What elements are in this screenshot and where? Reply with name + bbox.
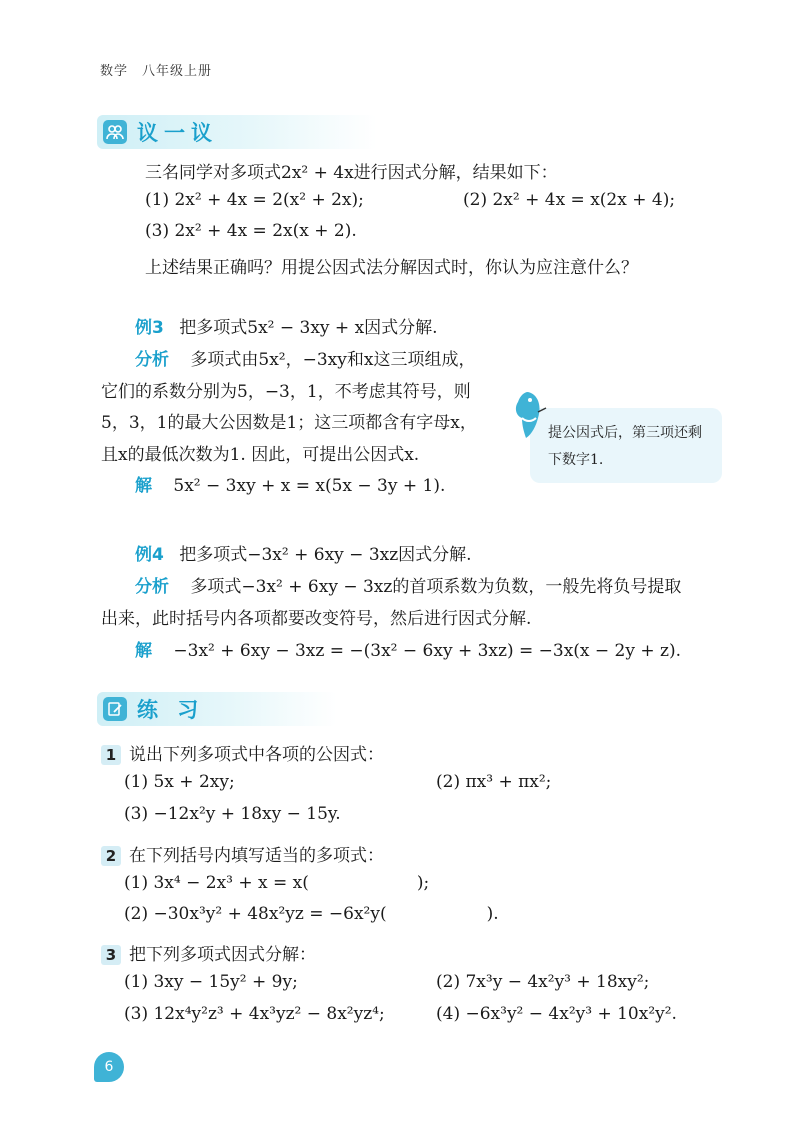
q3-text: 把下列多项式因式分解： <box>129 945 316 965</box>
example3-analysis-3: 5，3，1的最大公因数是1；这三项都含有字母x， <box>101 413 477 433</box>
practice-title: 练 习 <box>137 698 205 722</box>
example3-analysis-4: 且x的最低次数为1. 因此，可提出公因式x. <box>101 445 420 465</box>
tip-text: 提公因式后，第三项还剩下数字1. <box>548 425 702 468</box>
discuss-intro: 三名同学对多项式2x² + 4x进行因式分解，结果如下： <box>145 163 558 183</box>
q3-b: (2) 7x³y − 4x²y³ + 18xy²; <box>436 972 650 992</box>
q2-a-end: ); <box>416 873 430 893</box>
example4-label: 例4 <box>135 545 164 565</box>
q2-number: 2 <box>101 846 121 866</box>
discuss-banner <box>97 115 377 149</box>
example3-analysis-1: 多项式由5x²，−3xy和x这三项组成， <box>190 350 476 370</box>
example3-solution: 5x² − 3xy + x = x(5x − 3y + 1). <box>173 476 446 496</box>
practice-banner <box>97 692 337 726</box>
discuss-item-3: (3) 2x² + 4x = 2x(x + 2). <box>145 221 357 241</box>
q3-c: (3) 12x⁴y²z³ + 4x³yz² − 8x²yz⁴; <box>124 1004 385 1024</box>
example4-solution-line <box>135 636 681 661</box>
q1-b: (2) πx³ + πx²; <box>436 772 552 792</box>
q2-a-text: (1) 3x⁴ − 2x³ + x = x( <box>124 873 309 893</box>
discuss-question: 上述结果正确吗？用提公因式法分解因式时，你认为应注意什么？ <box>145 258 638 278</box>
discuss-item-2: (2) 2x² + 4x = x(2x + 4); <box>463 190 676 210</box>
example4-line <box>135 540 472 565</box>
example3-analysis-2: 它们的系数分别为5，−3，1，不考虑其符号，则 <box>101 382 471 402</box>
example3-analysis-line-1 <box>135 345 475 370</box>
example3-task: 把多项式5x² − 3xy + x因式分解. <box>179 318 438 338</box>
practice-q2 <box>101 841 384 866</box>
q2-b <box>124 904 499 924</box>
example3-solution-label: 解 <box>135 476 152 496</box>
example3-label: 例3 <box>135 318 164 338</box>
example3-line <box>135 313 438 338</box>
q3-a: (1) 3xy − 15y² + 9y; <box>124 972 298 992</box>
practice-q3 <box>101 940 316 965</box>
q3-number: 3 <box>101 945 121 965</box>
example4-analysis-2: 出来，此时括号内各项都要改变符号，然后进行因式分解. <box>101 609 532 629</box>
example4-solution: −3x² + 6xy − 3xz = −(3x² − 6xy + 3xz) = −3x(x − 2y + z). <box>173 641 682 661</box>
page-number: 6 <box>94 1052 124 1082</box>
running-header <box>100 60 212 79</box>
q1-number: 1 <box>101 745 121 765</box>
example4-analysis-line-1 <box>135 572 681 597</box>
header-grade: 八年级上册 <box>142 64 213 79</box>
q1-a: (1) 5x + 2xy; <box>124 772 235 792</box>
example4-task: 把多项式−3x² + 6xy − 3xz因式分解. <box>179 545 472 565</box>
people-icon <box>103 120 127 144</box>
q1-c: (3) −12x²y + 18xy − 15y. <box>124 804 341 824</box>
discuss-item-1: (1) 2x² + 4x = 2(x² + 2x); <box>145 190 364 210</box>
q2-b-end: ). <box>486 904 499 924</box>
example4-solution-label: 解 <box>135 641 152 661</box>
tip-box <box>530 408 722 483</box>
practice-q1 <box>101 740 384 765</box>
q2-b-text: (2) −30x³y² + 48x²yz = −6x²y( <box>124 904 387 924</box>
dolphin-mascot-icon <box>508 388 548 440</box>
example4-analysis-1: 多项式−3x² + 6xy − 3xz的首项系数为负数，一般先将负号提取 <box>190 577 682 597</box>
example3-solution-line <box>135 471 445 496</box>
example3-analysis-label: 分析 <box>135 350 169 370</box>
q3-d: (4) −6x³y² − 4x²y³ + 10x²y². <box>436 1004 677 1024</box>
q1-text: 说出下列多项式中各项的公因式： <box>129 745 384 765</box>
q2-a <box>124 873 429 893</box>
pencil-note-icon <box>103 697 127 721</box>
header-subject: 数学 <box>100 64 129 79</box>
discuss-title: 议一议 <box>137 121 218 145</box>
q2-text: 在下列括号内填写适当的多项式： <box>129 846 384 866</box>
example4-analysis-label: 分析 <box>135 577 169 597</box>
